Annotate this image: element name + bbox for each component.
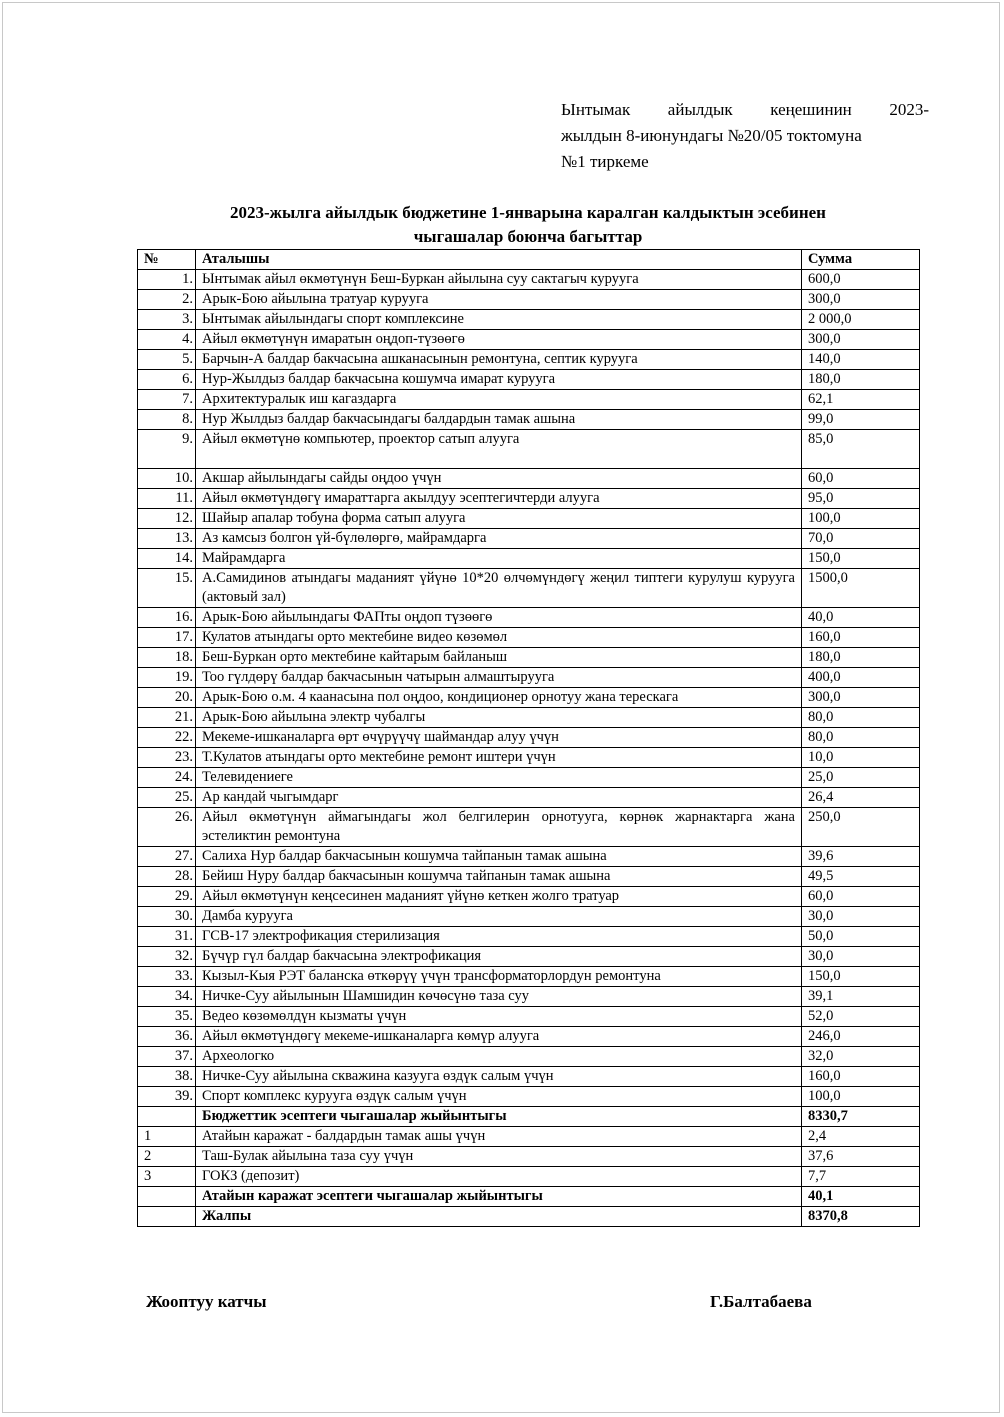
cell-name: Ведео көзөмөлдүн кызматы үчүн [196, 1007, 802, 1027]
column-header-number: № [138, 250, 196, 270]
cell-name: Айыл өкмөтүндөгү мекеме-ишканаларга көмүр алууга [196, 1027, 802, 1047]
cell-sum: 7,7 [802, 1167, 920, 1187]
cell-sum: 100,0 [802, 1087, 920, 1107]
cell-sum: 100,0 [802, 509, 920, 529]
cell-number [138, 1187, 196, 1207]
cell-name: Беш-Буркан орто мектебине кайтарым байланыш [196, 648, 802, 668]
table-row [138, 847, 920, 867]
cell-name: ГСВ-17 электрофикация стерилизация [196, 927, 802, 947]
table-row [138, 569, 920, 608]
table-row [138, 290, 920, 310]
cell-sum: 40,0 [802, 608, 920, 628]
budget-table [137, 249, 920, 1227]
column-header-sum: Сумма [802, 250, 920, 270]
cell-number: 33. [138, 967, 196, 987]
cell-number: 19. [138, 668, 196, 688]
table-row [138, 748, 920, 768]
cell-number: 29. [138, 887, 196, 907]
cell-name: Майрамдарга [196, 549, 802, 569]
cell-sum: 1500,0 [802, 569, 920, 608]
cell-sum: 300,0 [802, 330, 920, 350]
cell-number: 23. [138, 748, 196, 768]
table-row [138, 430, 920, 469]
cell-number: 34. [138, 987, 196, 1007]
table-row [138, 867, 920, 887]
cell-number: 36. [138, 1027, 196, 1047]
cell-number: 24. [138, 768, 196, 788]
cell-number: 6. [138, 370, 196, 390]
cell-name: Кулатов атындагы орто мектебине видео көзөмөл [196, 628, 802, 648]
cell-sum: 250,0 [802, 808, 920, 847]
cell-name: Арык-Бою о.м. 4 каанасына пол оңдоо, кондиционер орнотуу жана терескага [196, 688, 802, 708]
cell-name: Атайын каражат - балдардын тамак ашы үчүн [196, 1127, 802, 1147]
table-row [138, 887, 920, 907]
header-line-2: жылдын 8-июнундагы №20/05 токтомуна [561, 126, 862, 145]
cell-sum: 70,0 [802, 529, 920, 549]
cell-name: Археологко [196, 1047, 802, 1067]
cell-number: 1 [138, 1127, 196, 1147]
cell-number: 7. [138, 390, 196, 410]
table-row [138, 768, 920, 788]
table-row [138, 688, 920, 708]
table-row [138, 987, 920, 1007]
header-line-3: №1 тиркеме [561, 152, 649, 171]
cell-number: 8. [138, 410, 196, 430]
cell-sum: 32,0 [802, 1047, 920, 1067]
cell-sum: 160,0 [802, 1067, 920, 1087]
table-row [138, 728, 920, 748]
table-header-row [138, 250, 920, 270]
cell-name: Ынтымак айылындагы спорт комплексине [196, 310, 802, 330]
cell-number: 12. [138, 509, 196, 529]
cell-name: Акшар айылындагы сайды оңдоо үчүн [196, 469, 802, 489]
cell-sum: 600,0 [802, 270, 920, 290]
cell-sum: 52,0 [802, 1007, 920, 1027]
table-row [138, 708, 920, 728]
cell-sum: 39,6 [802, 847, 920, 867]
cell-name: Т.Кулатов атындагы орто мектебине ремонт иштери үчүн [196, 748, 802, 768]
cell-name: Жалпы [196, 1207, 802, 1227]
cell-number: 17. [138, 628, 196, 648]
table-row [138, 1087, 920, 1107]
signature-role: Жооптуу катчы [146, 1292, 267, 1311]
cell-name: Нур Жылдыз балдар бакчасындагы балдардын тамак ашына [196, 410, 802, 430]
table-row [138, 549, 920, 569]
cell-number: 13. [138, 529, 196, 549]
cell-sum: 150,0 [802, 549, 920, 569]
cell-sum: 99,0 [802, 410, 920, 430]
cell-number [138, 1107, 196, 1127]
signature-name: Г.Балтабаева [710, 1292, 812, 1311]
cell-number: 11. [138, 489, 196, 509]
cell-number: 35. [138, 1007, 196, 1027]
table-row [138, 1007, 920, 1027]
cell-name: Айыл өкмөтүнүн имаратын оңдоп-түзөөгө [196, 330, 802, 350]
cell-number: 21. [138, 708, 196, 728]
cell-sum: 300,0 [802, 688, 920, 708]
cell-number: 16. [138, 608, 196, 628]
header-line-1: Ынтымак айылдык кеңешинин 2023- [561, 100, 929, 119]
cell-name: Тоо гүлдөрү балдар бакчасынын чатырын алмаштырууга [196, 668, 802, 688]
cell-name: Архитектуралык иш кагаздарга [196, 390, 802, 410]
cell-sum: 2,4 [802, 1127, 920, 1147]
cell-name: Ынтымак айыл өкмөтүнүн Беш-Буркан айылына суу сактагыч курууга [196, 270, 802, 290]
cell-sum: 30,0 [802, 947, 920, 967]
cell-name: Дамба курууга [196, 907, 802, 927]
cell-number: 31. [138, 927, 196, 947]
table-row [138, 788, 920, 808]
cell-name: Спорт комплекс курууга өздүк салым үчүн [196, 1087, 802, 1107]
cell-name: Барчын-А балдар бакчасына ашканасынын ремонтуна, септик курууга [196, 350, 802, 370]
cell-name: Кызыл-Кыя РЭТ баланска өткөрүү үчүн трансформаторлордун ремонтуна [196, 967, 802, 987]
cell-sum: 62,1 [802, 390, 920, 410]
cell-sum: 60,0 [802, 887, 920, 907]
table-row [138, 1027, 920, 1047]
cell-sum: 8330,7 [802, 1107, 920, 1127]
table-row [138, 668, 920, 688]
cell-number: 37. [138, 1047, 196, 1067]
cell-number: 18. [138, 648, 196, 668]
table-row [138, 808, 920, 847]
cell-name: Таш-Булак айылына таза суу үчүн [196, 1147, 802, 1167]
cell-name: А.Самидинов атындагы маданият үйүнө 10*20 өлчөмүндөгү жеңил типтеги курулуш курууга (актовый зал) [196, 569, 802, 608]
table-row [138, 390, 920, 410]
cell-name: Арык-Бою айылына электр чубалгы [196, 708, 802, 728]
cell-sum: 25,0 [802, 768, 920, 788]
cell-name: Ничке-Суу айылынын Шамшидин көчөсүнө таза суу [196, 987, 802, 1007]
cell-number: 27. [138, 847, 196, 867]
cell-number: 10. [138, 469, 196, 489]
table-row [138, 1067, 920, 1087]
cell-name: Телевидениеге [196, 768, 802, 788]
cell-sum: 50,0 [802, 927, 920, 947]
cell-number: 2 [138, 1147, 196, 1167]
cell-name: Ар кандай чыгымдарг [196, 788, 802, 808]
cell-name: Бюджеттик эсептеги чыгашалар жыйынтыгы [196, 1107, 802, 1127]
table-row [138, 648, 920, 668]
cell-sum: 80,0 [802, 728, 920, 748]
cell-sum: 49,5 [802, 867, 920, 887]
table-row [138, 947, 920, 967]
cell-number: 15. [138, 569, 196, 608]
cell-name: Мекеме-ишканаларга өрт өчүрүүчү шаймандар алуу үчүн [196, 728, 802, 748]
cell-sum: 80,0 [802, 708, 920, 728]
cell-number: 14. [138, 549, 196, 569]
document-header [561, 97, 929, 175]
cell-name: Салиха Нур балдар бакчасынын кошумча тайпанын тамак ашына [196, 847, 802, 867]
cell-name: Айыл өкмөтүнүн кеңсесинен маданият үйүнө кеткен жолго тратуар [196, 887, 802, 907]
cell-name: Айыл өкмөтүндөгү имараттарга акылдуу эсептегичтерди алууга [196, 489, 802, 509]
table-row [138, 330, 920, 350]
table-row [138, 628, 920, 648]
cell-sum: 85,0 [802, 430, 920, 469]
cell-number: 22. [138, 728, 196, 748]
cell-name: ГОКЗ (депозит) [196, 1167, 802, 1187]
cell-name: Арык-Бою айылындагы ФАПты оңдоп түзөөгө [196, 608, 802, 628]
cell-number: 3 [138, 1167, 196, 1187]
cell-number: 4. [138, 330, 196, 350]
cell-name: Айыл өкмөтүнө компьютер, проектор сатып алууга [196, 430, 802, 469]
cell-name: Шайыр апалар тобуна форма сатып алууга [196, 509, 802, 529]
table-row [138, 529, 920, 549]
cell-name: Айыл өкмөтүнүн аймагындагы жол белгилерин орнотууга, көрнөк жарнактарга жана эстеликтин ремонтуна [196, 808, 802, 847]
table-row [138, 608, 920, 628]
table-row [138, 410, 920, 430]
cell-sum: 300,0 [802, 290, 920, 310]
table-row [138, 1127, 920, 1147]
cell-number: 38. [138, 1067, 196, 1087]
cell-sum: 2 000,0 [802, 310, 920, 330]
cell-name: Атайын каражат эсептеги чыгашалар жыйынтыгы [196, 1187, 802, 1207]
cell-sum: 246,0 [802, 1027, 920, 1047]
subtotal-row [138, 1107, 920, 1127]
cell-sum: 37,6 [802, 1147, 920, 1167]
cell-name: Нур-Жылдыз балдар бакчасына кошумча имарат курууга [196, 370, 802, 390]
cell-number: 2. [138, 290, 196, 310]
cell-sum: 140,0 [802, 350, 920, 370]
table-row [138, 489, 920, 509]
cell-number: 1. [138, 270, 196, 290]
cell-sum: 180,0 [802, 370, 920, 390]
table-row [138, 907, 920, 927]
cell-number: 5. [138, 350, 196, 370]
cell-number: 26. [138, 808, 196, 847]
title-line-2: чыгашалар боюнча багыттар [413, 227, 643, 246]
cell-sum: 10,0 [802, 748, 920, 768]
cell-sum: 180,0 [802, 648, 920, 668]
cell-sum: 8370,8 [802, 1207, 920, 1227]
cell-sum: 30,0 [802, 907, 920, 927]
cell-number: 9. [138, 430, 196, 469]
table-row [138, 350, 920, 370]
table-row [138, 509, 920, 529]
table-row [138, 927, 920, 947]
cell-sum: 39,1 [802, 987, 920, 1007]
cell-number: 3. [138, 310, 196, 330]
table-row [138, 310, 920, 330]
cell-sum: 40,1 [802, 1187, 920, 1207]
table-row [138, 1167, 920, 1187]
cell-name: Аз камсыз болгон үй-бүлөлөргө, майрамдарга [196, 529, 802, 549]
cell-sum: 95,0 [802, 489, 920, 509]
cell-number: 39. [138, 1087, 196, 1107]
cell-sum: 400,0 [802, 668, 920, 688]
cell-name: Арык-Бою айылына тратуар курууга [196, 290, 802, 310]
cell-name: Ничке-Суу айылына скважина казууга өздүк салым үчүн [196, 1067, 802, 1087]
cell-name: Бейиш Нуру балдар бакчасынын кошумча тайпанын тамак ашына [196, 867, 802, 887]
table-row [138, 370, 920, 390]
total-row [138, 1207, 920, 1227]
cell-name: Бүчүр гүл балдар бакчасына электрофикация [196, 947, 802, 967]
title-line-1: 2023-жылга айылдык бюджетине 1-январына каралган калдыктын эсебинен [230, 203, 826, 222]
table-row [138, 1047, 920, 1067]
cell-number: 25. [138, 788, 196, 808]
document-title [137, 201, 919, 249]
cell-sum: 150,0 [802, 967, 920, 987]
cell-number: 32. [138, 947, 196, 967]
table-row [138, 1147, 920, 1167]
column-header-name: Аталышы [196, 250, 802, 270]
cell-sum: 26,4 [802, 788, 920, 808]
cell-sum: 160,0 [802, 628, 920, 648]
cell-number [138, 1207, 196, 1227]
cell-number: 30. [138, 907, 196, 927]
table-row [138, 469, 920, 489]
table-row [138, 967, 920, 987]
cell-number: 28. [138, 867, 196, 887]
subtotal-row [138, 1187, 920, 1207]
cell-sum: 60,0 [802, 469, 920, 489]
cell-number: 20. [138, 688, 196, 708]
table-row [138, 270, 920, 290]
